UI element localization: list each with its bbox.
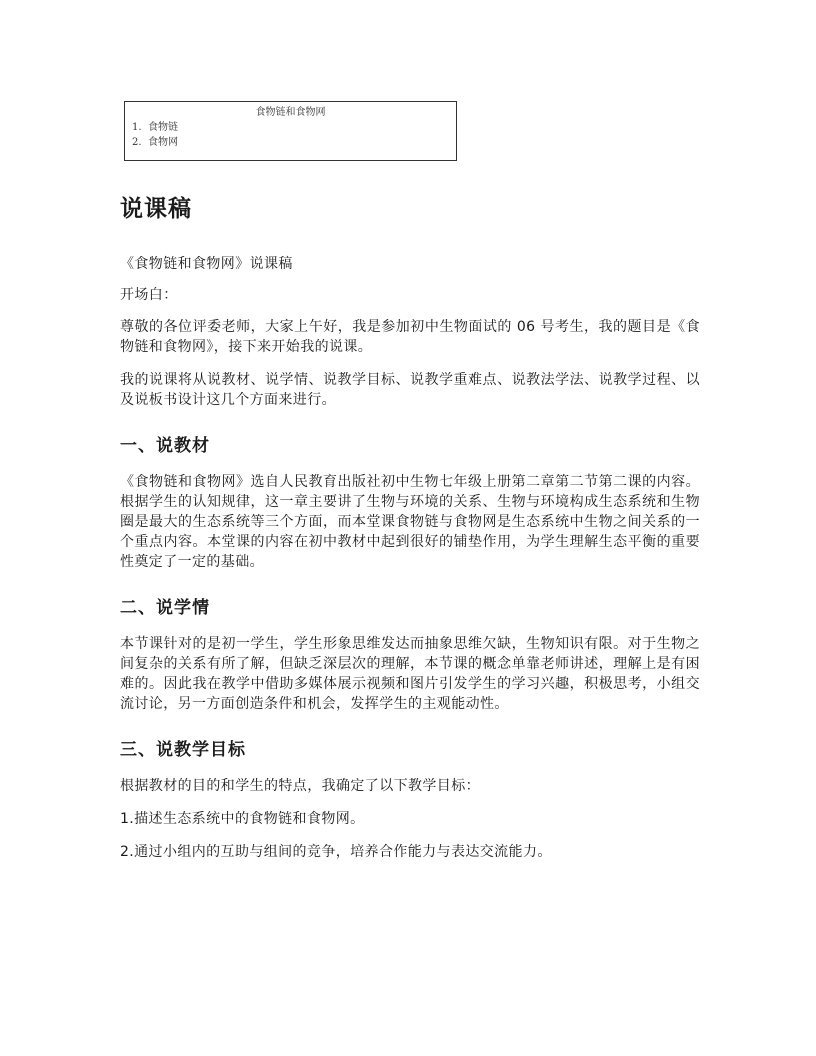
- document-body: [120, 192, 700, 875]
- section-paragraph: 《食物链和食物网》选自人民教育出版社初中生物七年级上册第二章第二节第二课的内容。根据学生的认知规律，这一章主要讲了生物与环境的关系、生物与环境构成生态系统和生物圈是最大的生态系统等三个方面，而本堂课食物链与食物网是生态系统中生物之间关系的一个重点内容。本堂课的内容在初中教材中起到很好的铺垫作用，为学生理解生态平衡的重要性奠定了一定的基础。: [120, 474, 700, 570]
- board-item-number: 2.: [132, 137, 142, 148]
- section-heading-students: 二、说学情: [120, 598, 210, 618]
- goal-item: 2.通过小组内的互助与组间的竞争，培养合作能力与表达交流能力。: [120, 844, 552, 860]
- board-title: 食物链和食物网: [255, 107, 326, 118]
- section-paragraph: 根据教材的目的和学生的特点，我确定了以下教学目标：: [120, 778, 480, 794]
- page-title: 说课稿: [120, 196, 192, 222]
- board-item: [125, 120, 456, 135]
- goal-item: 1.描述生态系统中的食物链和食物网。: [120, 811, 365, 827]
- board-item-text: 食物网: [148, 137, 178, 148]
- opening-paragraph: 尊敬的各位评委老师，大家上午好，我是参加初中生物面试的 06 号考生，我的题目是《食物链和食物网》，接下来开始我的说课。: [120, 319, 700, 355]
- blackboard-design-box: [124, 101, 457, 161]
- board-item: [125, 135, 456, 150]
- section-heading-goals: 三、说教学目标: [120, 740, 246, 760]
- section-heading-textbook: 一、说教材: [120, 436, 210, 456]
- lesson-title-line: 《食物链和食物网》说课稿: [120, 256, 293, 272]
- section-paragraph: 本节课针对的是初一学生，学生形象思维发达而抽象思维欠缺，生物知识有限。对于生物之间复杂的关系有所了解，但缺乏深层次的理解，本节课的概念单靠老师讲述，理解上是有困难的。因此我在教学中借助多媒体展示视频和图片引发学生的学习兴趣，积极思考，小组交流讨论，另一方面创造条件和机会，发挥学生的主观能动性。: [120, 636, 700, 712]
- board-item-number: 1.: [132, 122, 142, 133]
- opening-label: 开场白：: [120, 287, 178, 303]
- outline-paragraph: 我的说课将从说教材、说学情、说教学目标、说教学重难点、说教法学法、说教学过程、以及说板书设计这几个方面来进行。: [120, 372, 700, 408]
- board-item-text: 食物链: [148, 122, 178, 133]
